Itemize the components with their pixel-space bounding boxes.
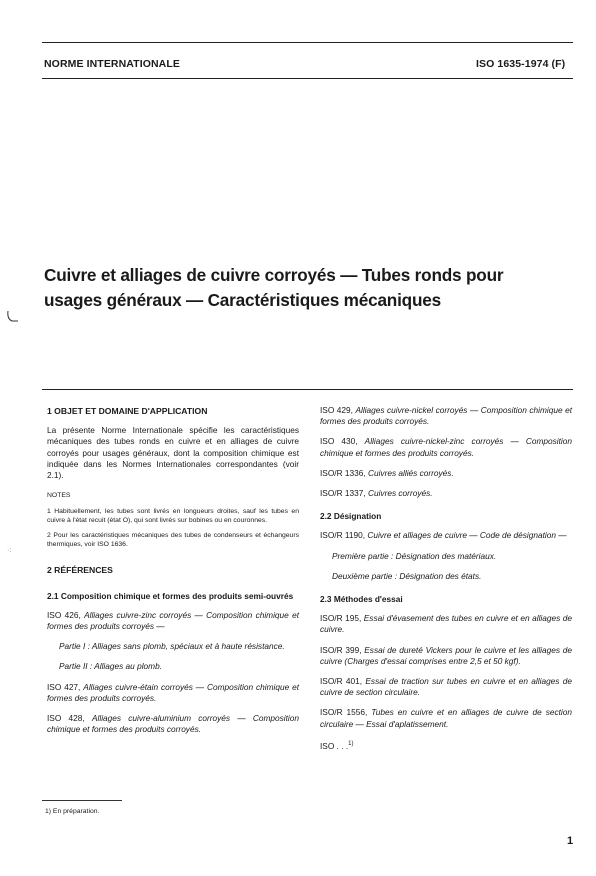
section-2-1-heading: 2.1 Composition chimique et formes des produits semi-ouvrés — [47, 590, 294, 601]
ref-iso-r-1190 — [320, 530, 572, 541]
ref-iso-430 — [320, 436, 572, 458]
ref-title: Essai de dureté Vickers pour le cuivre et les alliages de cuivre (Charges d'essai comprises entre 2,5 et 50 kgf). — [320, 644, 572, 666]
header-left: NORME INTERNATIONALE — [44, 58, 180, 70]
ref-code: ISO 430, — [320, 436, 358, 447]
section-2-3-heading: 2.3 Méthodes d'essai — [320, 594, 403, 605]
margin-speck: ·: — [7, 547, 12, 554]
document-title — [44, 263, 564, 313]
ref-part-text: Première partie : Désignation des matériaux. — [332, 550, 497, 561]
ref-code: ISO/R 1336, — [320, 467, 366, 478]
ref-iso-r-1190-part-1 — [320, 551, 572, 562]
section-1-text: La présente Norme Internationale spécifie les caractéristiques mécaniques des tubes ronds en cuivre et en alliages de cuivre corroyés pour usages généraux, dont la composition chimique est indiquée dans les Normes Internationales correspondantes (voir 2.1). — [47, 425, 299, 481]
footnote: 1) En préparation. — [45, 808, 100, 815]
ref-iso-r-1190-part-2 — [320, 571, 572, 582]
ref-code: ISO/R 1190, — [320, 530, 366, 541]
note-1: 1 Habituellement, les tubes sont livrés en longueurs droites, sauf les tubes en cuivre à l'état recuit (état O), qui sont livrés sur bobines ou en couronnes. — [47, 508, 299, 525]
ref-iso-r-399 — [320, 645, 572, 667]
ref-title: Cuivres alliés corroyés. — [367, 467, 454, 478]
ref-part-text: Partie II : Alliages au plomb. — [59, 661, 162, 672]
note-2: 2 Pour les caractéristiques mécaniques des tubes de condenseurs et échangeurs thermiques, voir ISO 1636. — [47, 532, 299, 549]
ref-title: Cuivres corroyés. — [367, 488, 433, 499]
ref-code: ISO/R 1337, — [320, 488, 366, 499]
ref-code: ISO 429, — [320, 405, 353, 415]
footnote-marker: 1) — [348, 740, 354, 747]
left-column — [47, 406, 299, 744]
ref-iso-r-1336 — [320, 468, 572, 479]
ref-title: Alliages cuivre-aluminium corroyés — Composition chimique et formes des produits corroyés. — [47, 713, 299, 735]
section-rule — [42, 389, 573, 390]
ref-title: Essai d'évasement des tubes en cuivre et en alliages de cuivre. — [320, 613, 572, 635]
ref-part-text: Partie I : Alliages sans plomb, spéciaux et à haute résistance. — [59, 641, 285, 652]
right-column — [320, 405, 572, 761]
ref-title: Alliages cuivre-nickel-zinc corroyés — Composition chimique et formes des produits corroyés. — [320, 436, 572, 458]
notes-heading: NOTES — [47, 492, 71, 500]
page-number: 1 — [567, 835, 574, 847]
ref-iso-r-1556 — [320, 707, 572, 729]
header-rule — [42, 78, 573, 79]
header-right: ISO 1635-1974 (F) — [476, 58, 566, 70]
ref-part-text: Deuxième partie : Désignation des états. — [332, 570, 482, 581]
section-2-heading: 2 RÉFÉRENCES — [47, 565, 113, 576]
ref-title: Cuivre et alliages de cuivre — Code de désignation — — [367, 530, 567, 541]
ref-title: Alliages cuivre-étain corroyés — Composition chimique et formes des produits corroyés. — [47, 681, 300, 703]
ref-iso-428 — [47, 713, 299, 735]
ref-iso-426-part-2 — [47, 661, 299, 672]
ref-code: ISO 427, — [47, 681, 81, 692]
ref-code: ISO/R 1556, — [320, 707, 368, 718]
ref-title: Essai de traction sur tubes en cuivre et en alliages de cuivre de section circulaire. — [320, 676, 572, 698]
ref-code: ISO/R 195, — [320, 613, 362, 624]
top-rule — [42, 42, 573, 43]
ref-title: Alliages cuivre-nickel corroyés — Composition chimique et formes des produits corroyés. — [320, 405, 573, 427]
ref-code: ISO/R 399, — [320, 644, 362, 655]
section-1-heading: 1 OBJET ET DOMAINE D'APPLICATION — [47, 406, 208, 416]
ref-code: ISO 428, — [47, 713, 85, 724]
ref-iso-427 — [47, 682, 299, 704]
title-line-2: usages généraux — Caractéristiques mécaniques — [44, 290, 441, 310]
ref-iso-426 — [47, 610, 299, 632]
ref-code: ISO 426, — [47, 609, 81, 620]
ref-iso-r-195 — [320, 613, 572, 635]
ref-iso-r-1337 — [320, 488, 572, 499]
section-2-2-heading: 2.2 Désignation — [320, 511, 382, 522]
margin-mark-icon — [6, 310, 20, 324]
ref-title: Tubes en cuivre et en alliages de cuivre de section circulaire — Essai d'aplatissement. — [320, 707, 572, 729]
title-line-1: Cuivre et alliages de cuivre corroyés — Tubes ronds pour — [44, 265, 504, 285]
ref-iso-429 — [320, 405, 572, 427]
ref-iso-r-401 — [320, 676, 572, 698]
ref-code: ISO . . . — [320, 740, 349, 751]
ref-iso-pending — [320, 739, 572, 752]
ref-title: Alliages cuivre-zinc corroyés — Composition chimique et formes des produits corroyés — — [47, 609, 299, 632]
footnote-rule — [42, 800, 122, 801]
ref-iso-426-part-1 — [47, 641, 299, 652]
ref-code: ISO/R 401, — [320, 676, 363, 687]
